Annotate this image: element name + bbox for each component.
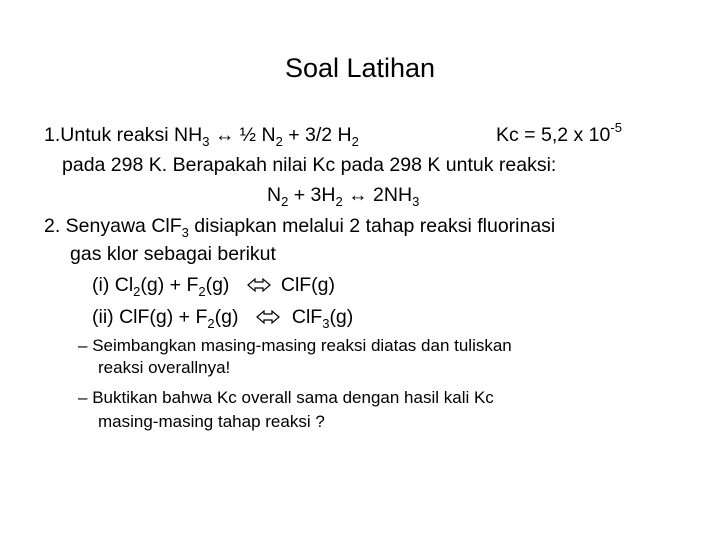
q1-kc-exponent: -5 [610,120,622,135]
bullet-2-dash: – [78,388,88,407]
r2-product-a: ClF [291,306,323,328]
r2-product-sub: 3 [322,316,330,331]
bullet-1-line1: Seimbangkan masing-masing reaksi diatas dan tuliskan [92,336,512,355]
q1-eq-sub3: 3 [412,194,420,209]
bullet-1-dash: – [78,336,88,355]
r1-label: (i) Cl [92,274,134,296]
q1-equation [267,180,419,210]
r1-mid2: (g) [205,274,230,296]
q1-kc [496,120,622,150]
r2-mid: (g) [214,306,239,328]
bullet-2 [78,386,494,410]
q2-reaction-1 [92,270,335,302]
q1-mid: ↔ ½ N [209,124,276,146]
bullet-2-cont: masing-masing tahap reaksi ? [98,412,325,431]
q1-line1 [44,120,359,150]
q2-reaction-2 [92,302,353,334]
q1-sub3: 2 [351,134,359,149]
q1-eq-sub1: 2 [281,194,289,209]
slide-title: Soal Latihan [284,53,436,83]
equilibrium-arrow-icon [247,272,271,302]
q1-eq-sub2: 2 [335,194,343,209]
bullet-1 [78,334,512,358]
q1-line2: pada 298 K. Berapakah nilai Kc pada 298 K untuk reaksi: [62,154,557,176]
q1-number: 1. [44,124,61,146]
q1-mid2: + 3/2 H [282,124,352,146]
q1-sub2: 2 [275,134,283,149]
q2-line1 [44,211,555,241]
r1-mid: (g) + F [140,274,199,296]
q2-lead-b: disiapkan melalui 2 tahap reaksi fluorinasi [188,215,556,237]
q2-lead-a: 2. Senyawa ClF [44,215,182,237]
bullet-2-line1: Buktikan bahwa Kc overall sama dengan hasil kali Kc [92,388,494,407]
equilibrium-arrow-icon [256,304,280,334]
r2-product-b: (g) [329,306,354,328]
r1-sub2: 2 [198,284,206,299]
q2-lead-sub: 3 [181,225,189,240]
q2-line2: gas klor sebagai berikut [70,243,276,265]
bullet-1-cont: reaksi overallnya! [98,358,231,377]
q1-sub1: 3 [202,134,210,149]
r1-product: ClF(g) [280,274,336,296]
r1-sub1: 2 [133,284,141,299]
r2-label: (ii) ClF(g) + F [92,306,208,328]
q1-eq-b: + 3H [288,184,336,206]
q1-kc-text: Kc = 5,2 x 10 [496,124,611,146]
q1-lead: Untuk reaksi NH [60,124,203,146]
q1-eq-c: ↔ 2NH [342,184,413,206]
r2-sub1: 2 [207,316,215,331]
q1-eq-a: N [267,184,282,206]
